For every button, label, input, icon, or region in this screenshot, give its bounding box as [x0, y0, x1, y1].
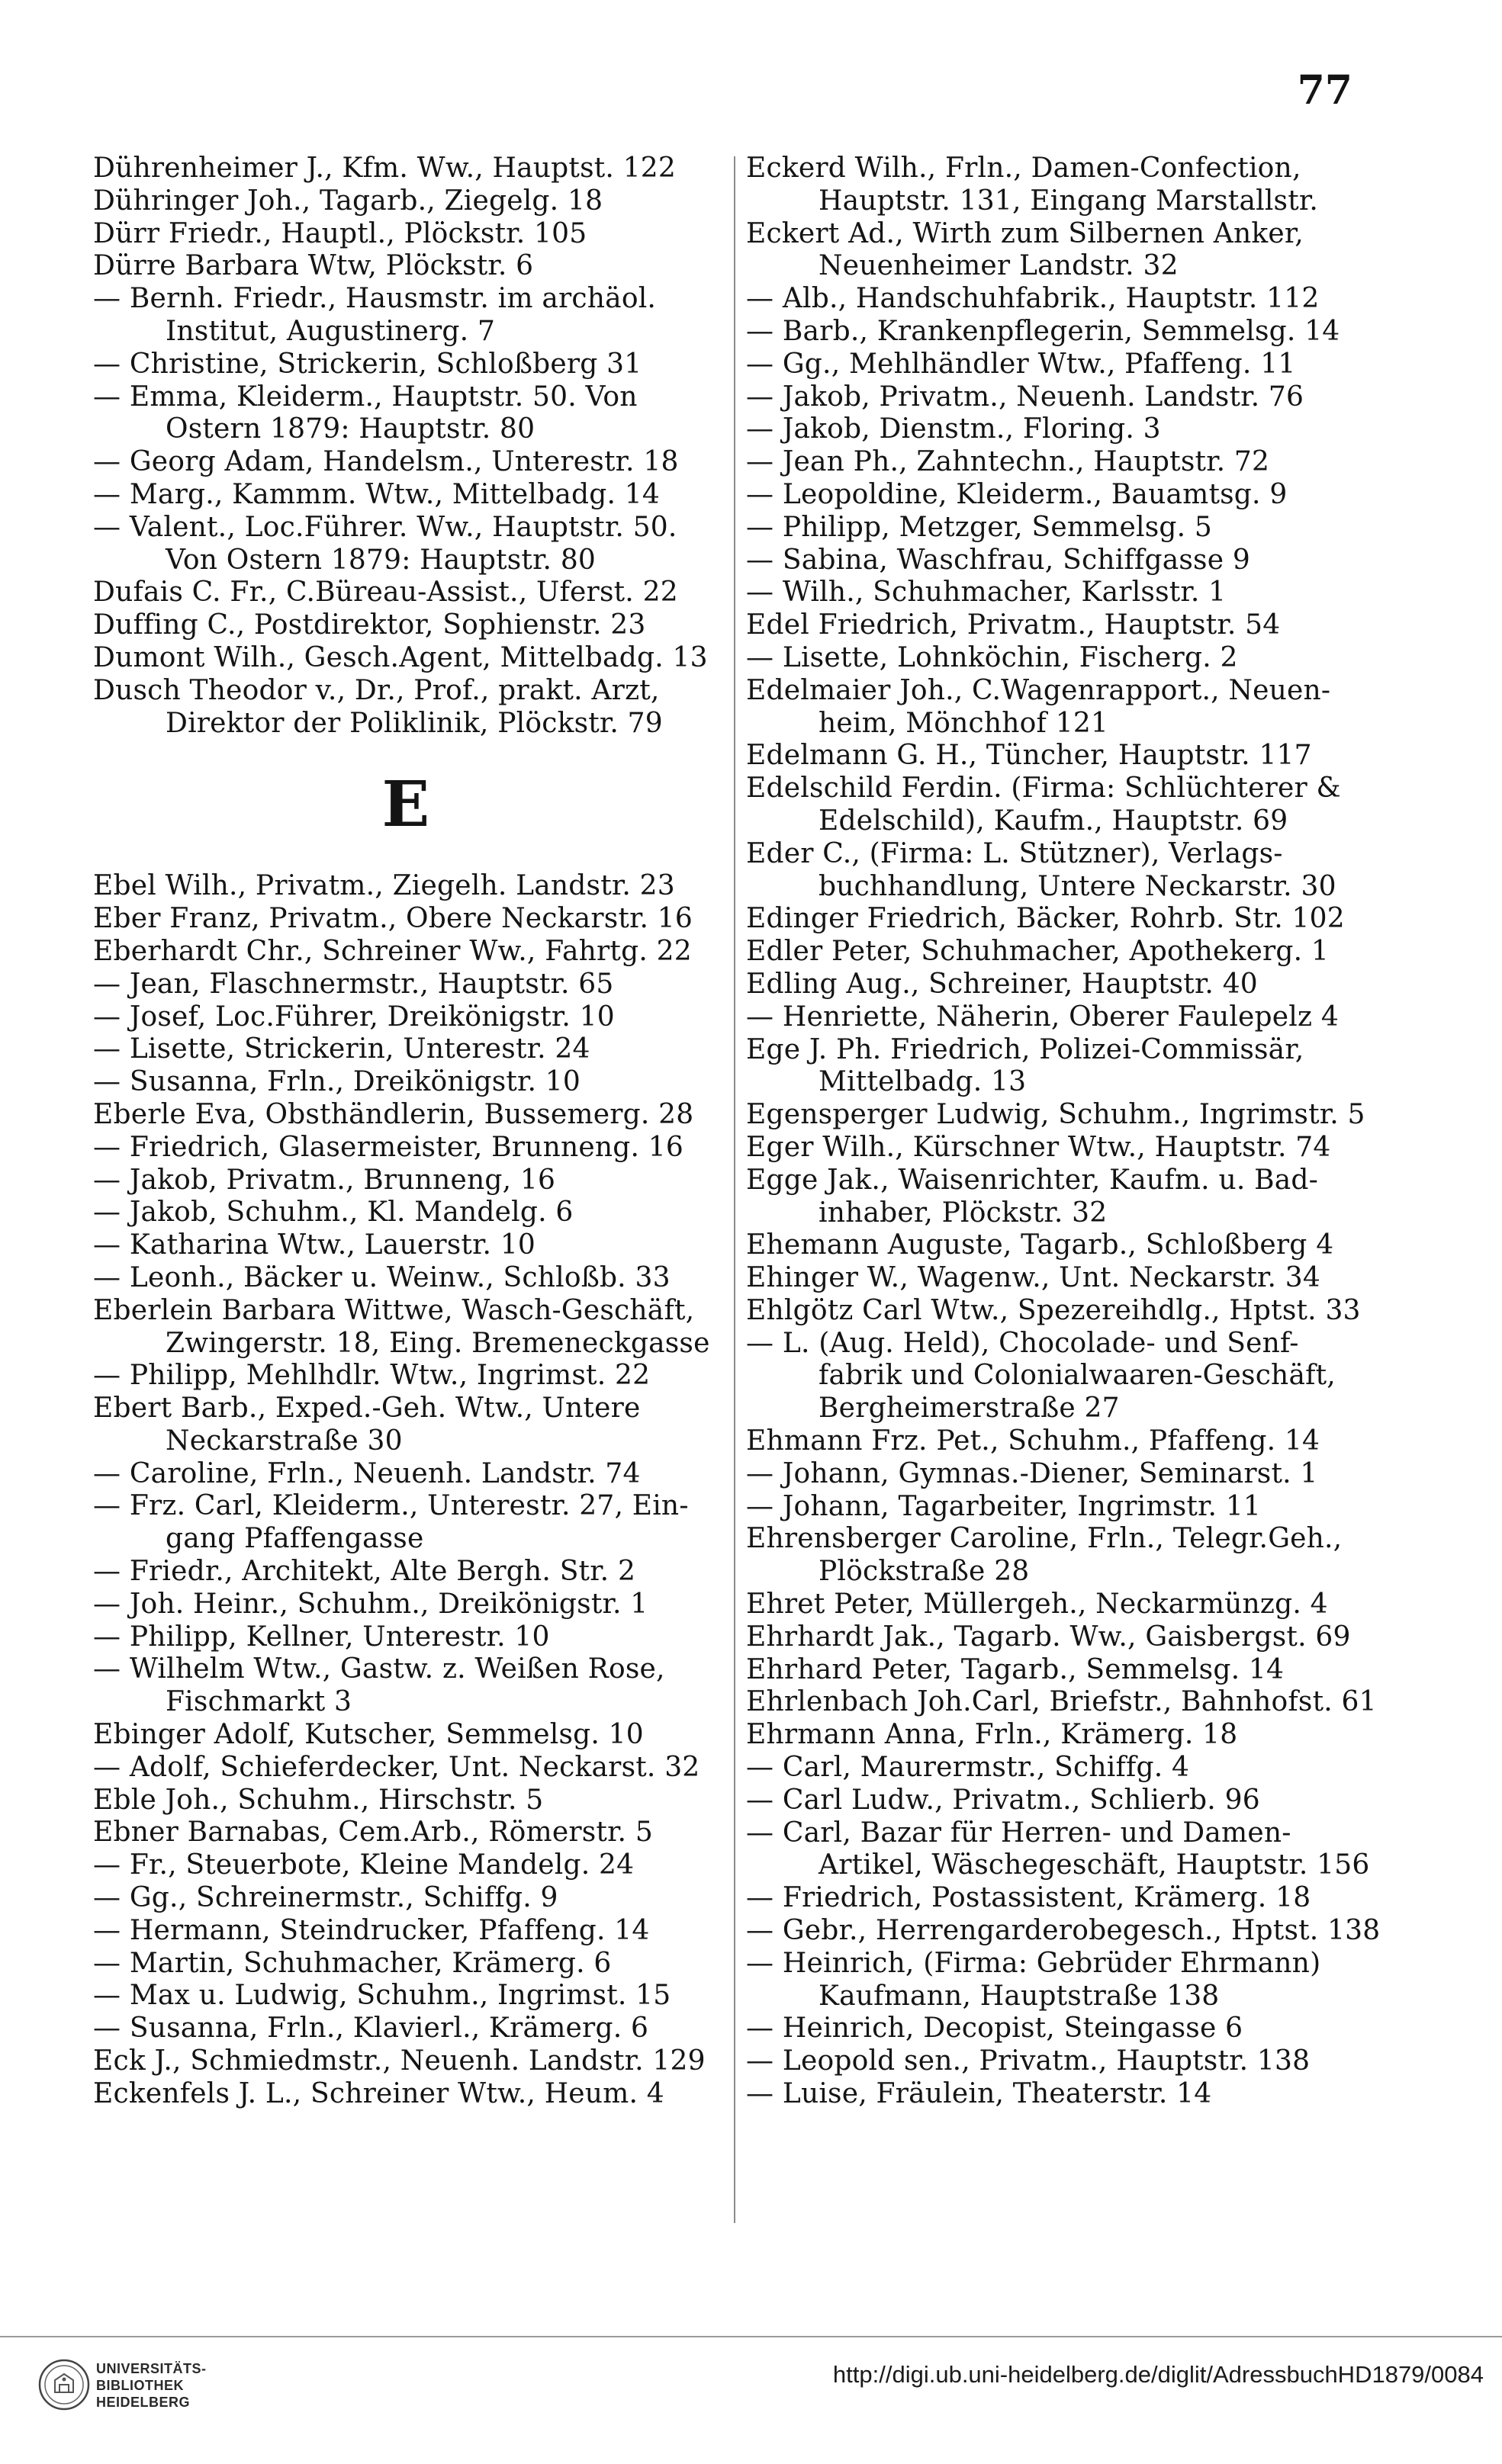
- directory-entry: — Friedrich, Glasermeister, Brunneng. 16: [93, 1131, 683, 1163]
- directory-entry: — Katharina Wtw., Lauerstr. 10: [93, 1229, 536, 1261]
- directory-entry: — Valent., Loc.Führer. Ww., Hauptstr. 50.: [93, 511, 677, 543]
- directory-entry: — Gebr., Herrengarderobegesch., Hptst. 138: [746, 1915, 1381, 1947]
- directory-entry: Ostern 1879: Hauptstr. 80: [166, 413, 536, 445]
- directory-entry: Kaufmann, Hauptstraße 138: [819, 1980, 1220, 2012]
- directory-entry: — Friedrich, Postassistent, Krämerg. 18: [746, 1882, 1311, 1914]
- directory-entry: — Susanna, Frln., Dreikönigstr. 10: [93, 1066, 581, 1098]
- directory-entry: Edinger Friedrich, Bäcker, Rohrb. Str. 102: [746, 903, 1345, 935]
- directory-entry: Dürre Barbara Wtw, Plöckstr. 6: [93, 250, 534, 282]
- directory-entry: — Henriette, Näherin, Oberer Faulepelz 4: [746, 1001, 1339, 1033]
- directory-entry: Edel Friedrich, Privatm., Hauptstr. 54: [746, 609, 1281, 641]
- directory-entry: — Leopold sen., Privatm., Hauptstr. 138: [746, 2045, 1311, 2077]
- directory-entry: Edler Peter, Schuhmacher, Apothekerg. 1: [746, 936, 1330, 968]
- directory-entry: — Philipp, Metzger, Semmelsg. 5: [746, 511, 1213, 543]
- directory-entry: Neckarstraße 30: [166, 1425, 403, 1457]
- directory-entry: Eck J., Schmiedmstr., Neuenh. Landstr. 129: [93, 2045, 706, 2077]
- section-letter: E: [381, 768, 430, 842]
- directory-entry: Bergheimerstraße 27: [819, 1393, 1120, 1425]
- directory-entry: Ehemann Auguste, Tagarb., Schloßberg 4: [746, 1229, 1334, 1261]
- directory-entry: Ehinger W., Wagenw., Unt. Neckarstr. 34: [746, 1262, 1320, 1294]
- column-divider: [734, 156, 735, 2223]
- directory-entry: — Max u. Ludwig, Schuhm., Ingrimst. 15: [93, 1980, 671, 2012]
- directory-entry: Ehret Peter, Müllergeh., Neckarmünzg. 4: [746, 1589, 1328, 1621]
- directory-entry: — Friedr., Architekt, Alte Bergh. Str. 2: [93, 1556, 636, 1588]
- directory-entry: — L. (Aug. Held), Chocolade- und Senf-: [746, 1327, 1299, 1359]
- directory-entry: Ehrensberger Caroline, Frln., Telegr.Geh.,: [746, 1523, 1343, 1555]
- directory-entry: — Jakob, Privatm., Neuenh. Landstr. 76: [746, 381, 1304, 413]
- directory-entry: — Gg., Mehlhändler Wtw., Pfaffeng. 11: [746, 348, 1296, 380]
- directory-entry: — Christine, Strickerin, Schloßberg 31: [93, 348, 642, 380]
- directory-entry: Institut, Augustinerg. 7: [166, 315, 496, 347]
- directory-entry: — Josef, Loc.Führer, Dreikönigstr. 10: [93, 1001, 615, 1033]
- directory-entry: buchhandlung, Untere Neckarstr. 30: [819, 870, 1336, 902]
- directory-entry: Ehrmann Anna, Frln., Krämerg. 18: [746, 1719, 1238, 1751]
- directory-entry: Eder C., (Firma: L. Stützner), Verlags-: [746, 837, 1283, 869]
- directory-entry: Eger Wilh., Kürschner Wtw., Hauptstr. 74: [746, 1131, 1331, 1163]
- directory-entry: Ehmann Frz. Pet., Schuhm., Pfaffeng. 14: [746, 1425, 1320, 1457]
- directory-entry: Duffing C., Postdirektor, Sophienstr. 23: [93, 609, 646, 641]
- institution-name: [96, 2360, 207, 2411]
- directory-entry: — Sabina, Waschfrau, Schiffgasse 9: [746, 544, 1250, 576]
- directory-entry: Dumont Wilh., Gesch.Agent, Mittelbadg. 13: [93, 641, 708, 673]
- directory-entry: Eberle Eva, Obsthändlerin, Bussemerg. 28: [93, 1098, 694, 1130]
- directory-entry: Edelschild Ferdin. (Firma: Schlüchterer &: [746, 773, 1341, 805]
- directory-entry: — Johann, Gymnas.-Diener, Seminarst. 1: [746, 1457, 1318, 1489]
- directory-entry: Ehrlenbach Joh.Carl, Briefstr., Bahnhofst. 61: [746, 1686, 1377, 1718]
- directory-entry: Dürr Friedr., Hauptl., Plöckstr. 105: [93, 217, 587, 249]
- directory-entry: Eckert Ad., Wirth zum Silbernen Anker,: [746, 217, 1304, 249]
- directory-entry: — Jakob, Privatm., Brunneng, 16: [93, 1164, 556, 1196]
- institution-line: BIBLIOTHEK: [96, 2378, 184, 2393]
- directory-entry: heim, Mönchhof 121: [819, 707, 1109, 739]
- directory-entry: Neuenheimer Landstr. 32: [819, 250, 1179, 282]
- directory-entry: inhaber, Plöckstr. 32: [819, 1197, 1108, 1229]
- footer-bar: [0, 2337, 1502, 2464]
- directory-entry: — Bernh. Friedr., Hausmstr. im archäol.: [93, 283, 657, 315]
- directory-entry: — Gg., Schreinermstr., Schiffg. 9: [93, 1882, 558, 1914]
- page-number: 77: [1297, 67, 1352, 114]
- directory-entry: — Frz. Carl, Kleiderm., Unterestr. 27, Ein-: [93, 1490, 689, 1522]
- directory-entry: Dührenheimer J., Kfm. Ww., Hauptst. 122: [93, 153, 677, 184]
- directory-entry: Plöckstraße 28: [819, 1556, 1030, 1588]
- directory-entry: Fischmarkt 3: [166, 1686, 352, 1718]
- directory-entry: — Emma, Kleiderm., Hauptstr. 50. Von: [93, 381, 638, 413]
- directory-entry: Edelmaier Joh., C.Wagenrapport., Neuen-: [746, 674, 1331, 706]
- directory-entry: Ebinger Adolf, Kutscher, Semmelsg. 10: [93, 1719, 644, 1751]
- directory-entry: Ehlgötz Carl Wtw., Spezereihdlg., Hptst. 33: [746, 1294, 1361, 1326]
- right-column: [746, 153, 1402, 2111]
- directory-entry: Edelschild), Kaufm., Hauptstr. 69: [819, 805, 1288, 837]
- directory-entry: — Heinrich, Decopist, Steingasse 6: [746, 2013, 1243, 2045]
- left-column: [93, 153, 749, 2111]
- directory-entry: Eberlein Barbara Wittwe, Wasch-Geschäft,: [93, 1294, 695, 1326]
- directory-entry: — Carl Ludw., Privatm., Schlierb. 96: [746, 1784, 1260, 1816]
- directory-entry: Ebel Wilh., Privatm., Ziegelh. Landstr. 23: [93, 870, 675, 902]
- directory-entry: Ebner Barnabas, Cem.Arb., Römerstr. 5: [93, 1817, 653, 1849]
- directory-entry: — Adolf, Schieferdecker, Unt. Neckarst. 32: [93, 1751, 700, 1783]
- directory-entry: — Leonh., Bäcker u. Weinw., Schloßb. 33: [93, 1261, 671, 1293]
- institution-line: HEIDELBERG: [96, 2395, 191, 2410]
- directory-entry: — Wilh., Schuhmacher, Karlsstr. 1: [746, 577, 1227, 609]
- directory-entry: fabrik und Colonialwaaren-Geschäft,: [819, 1360, 1336, 1392]
- directory-entry: Egensperger Ludwig, Schuhm., Ingrimstr. 5: [746, 1099, 1365, 1131]
- directory-entry: — Susanna, Frln., Klavierl., Krämerg. 6: [93, 2013, 649, 2045]
- directory-entry: Eberhardt Chr., Schreiner Ww., Fahrtg. 22: [93, 935, 692, 967]
- directory-entry: — Alb., Handschuhfabrik., Hauptstr. 112: [746, 283, 1320, 315]
- directory-entry: — Marg., Kammm. Wtw., Mittelbadg. 14: [93, 478, 660, 510]
- directory-entry: — Jean Ph., Zahntechn., Hauptstr. 72: [746, 446, 1270, 478]
- directory-entry: — Georg Adam, Handelsm., Unterestr. 18: [93, 446, 679, 478]
- directory-entry: — Johann, Tagarbeiter, Ingrimstr. 11: [746, 1490, 1262, 1522]
- directory-entry: Edling Aug., Schreiner, Hauptstr. 40: [746, 968, 1258, 1000]
- directory-entry: Dusch Theodor v., Dr., Prof., prakt. Arzt,: [93, 674, 660, 706]
- directory-entry: — Carl, Maurermstr., Schiffg. 4: [746, 1752, 1190, 1784]
- directory-entry: — Hermann, Steindrucker, Pfaffeng. 14: [93, 1914, 650, 1946]
- directory-entry: — Caroline, Frln., Neuenh. Landstr. 74: [93, 1457, 641, 1489]
- directory-entry: Von Ostern 1879: Hauptstr. 80: [166, 544, 597, 576]
- institution-line: UNIVERSITÄTS-: [96, 2361, 207, 2376]
- directory-entry: Eckerd Wilh., Frln., Damen-Confection,: [746, 153, 1301, 184]
- directory-entry: Ehrhard Peter, Tagarb., Semmelsg. 14: [746, 1653, 1285, 1685]
- directory-entry: Dufais C. Fr., C.Büreau-Assist., Uferst. 22: [93, 577, 678, 609]
- directory-entry: — Philipp, Mehlhdlr. Wtw., Ingrimst. 22: [93, 1360, 651, 1392]
- directory-entry: — Wilhelm Wtw., Gastw. z. Weißen Rose,: [93, 1653, 665, 1685]
- directory-entry: Edelmann G. H., Tüncher, Hauptstr. 117: [746, 740, 1312, 772]
- directory-entry: Eble Joh., Schuhm., Hirschstr. 5: [93, 1784, 544, 1816]
- directory-entry: — Jakob, Dienstm., Floring. 3: [746, 413, 1161, 445]
- directory-entry: Mittelbadg. 13: [819, 1066, 1027, 1098]
- directory-entry: — Lisette, Lohnköchin, Fischerg. 2: [746, 641, 1238, 673]
- directory-entry: Artikel, Wäschegeschäft, Hauptstr. 156: [819, 1849, 1370, 1881]
- directory-entry: — Leopoldine, Kleiderm., Bauamtsg. 9: [746, 478, 1288, 510]
- directory-entry: Egge Jak., Waisenrichter, Kaufm. u. Bad-: [746, 1164, 1319, 1196]
- directory-entry: Eber Franz, Privatm., Obere Neckarstr. 16: [93, 903, 693, 935]
- directory-entry: Hauptstr. 131, Eingang Marstallstr.: [819, 185, 1318, 217]
- directory-entry: — Jakob, Schuhm., Kl. Mandelg. 6: [93, 1197, 574, 1229]
- university-seal-icon: [38, 2359, 90, 2411]
- directory-entry: — Luise, Fräulein, Theaterstr. 14: [746, 2078, 1212, 2110]
- directory-entry: — Joh. Heinr., Schuhm., Dreikönigstr. 1: [93, 1588, 648, 1620]
- source-url-link[interactable]: http://digi.ub.uni-heidelberg.de/diglit/AdressbuchHD1879/0084: [832, 2361, 1484, 2388]
- directory-entry: — Philipp, Kellner, Unterestr. 10: [93, 1621, 550, 1653]
- directory-entry: — Fr., Steuerbote, Kleine Mandelg. 24: [93, 1849, 635, 1881]
- directory-entry: Direktor der Poliklinik, Plöckstr. 79: [166, 707, 663, 739]
- directory-entry: Zwingerstr. 18, Eing. Bremeneckgasse: [166, 1327, 710, 1359]
- directory-entry: — Martin, Schuhmacher, Krämerg. 6: [93, 1947, 612, 1979]
- directory-entry: Dühringer Joh., Tagarb., Ziegelg. 18: [93, 185, 603, 217]
- directory-entry: — Carl, Bazar für Herren- und Damen-: [746, 1817, 1291, 1849]
- directory-entry: — Jean, Flaschnermstr., Hauptstr. 65: [93, 968, 614, 1000]
- directory-entry: Eckenfels J. L., Schreiner Wtw., Heum. 4: [93, 2077, 664, 2109]
- directory-entry: gang Pfaffengasse: [166, 1523, 424, 1555]
- directory-entry: — Lisette, Strickerin, Unterestr. 24: [93, 1033, 590, 1065]
- directory-entry: Ehrhardt Jak., Tagarb. Ww., Gaisbergst. 69: [746, 1621, 1351, 1653]
- directory-entry: Ebert Barb., Exped.-Geh. Wtw., Untere: [93, 1393, 641, 1425]
- directory-entry: Ege J. Ph. Friedrich, Polizei-Commissär,: [746, 1033, 1304, 1065]
- directory-entry: — Heinrich, (Firma: Gebrüder Ehrmann): [746, 1947, 1321, 1979]
- directory-entry: — Barb., Krankenpflegerin, Semmelsg. 14: [746, 315, 1340, 347]
